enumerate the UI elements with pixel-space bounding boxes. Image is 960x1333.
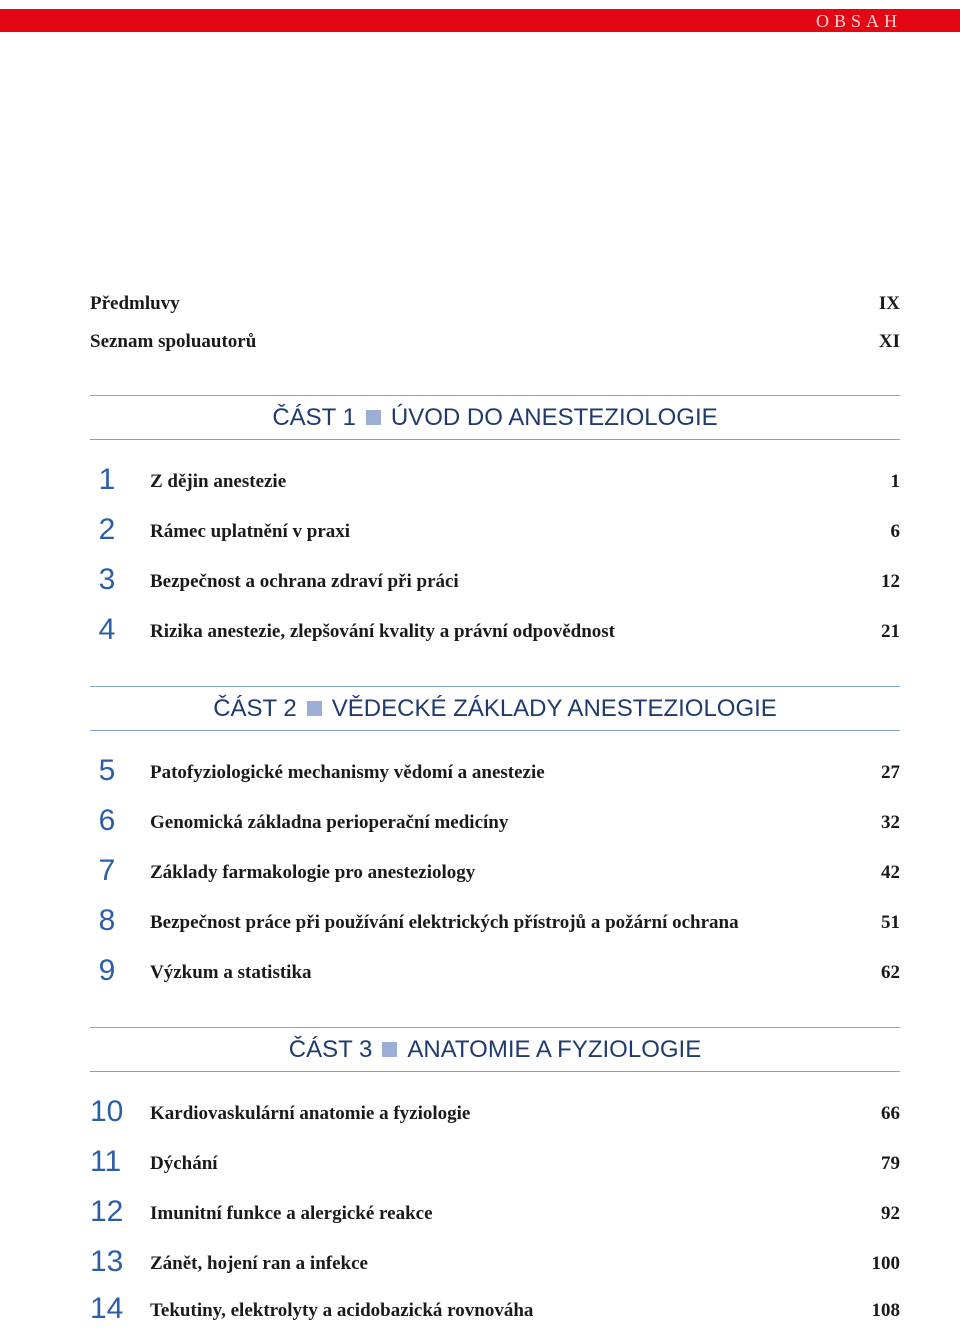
chapter-page: 42 xyxy=(881,862,900,883)
chapter-page: 32 xyxy=(881,812,900,833)
toc-front-item[interactable] xyxy=(90,289,900,319)
header-bar xyxy=(0,9,960,32)
chapter-page: 92 xyxy=(881,1203,900,1224)
chapter-number: 6 xyxy=(98,804,116,837)
toc-entry-page: XI xyxy=(878,331,900,352)
chapter-title: Imunitní funkce a alergické reakce xyxy=(150,1203,433,1224)
square-bullet-icon xyxy=(382,1042,397,1057)
chapter-number: 3 xyxy=(98,563,116,596)
chapter-page: 100 xyxy=(871,1253,900,1274)
chapter-page: 79 xyxy=(881,1153,900,1174)
chapter-page: 51 xyxy=(881,912,900,933)
part-3-heading xyxy=(90,1027,900,1072)
part-label: ČÁST 3 xyxy=(288,1036,373,1063)
part-2-heading xyxy=(90,686,900,731)
chapter-page: 27 xyxy=(881,762,900,783)
chapter-page: 12 xyxy=(881,571,900,592)
chapter-number: 4 xyxy=(98,613,116,646)
chapter-page: 21 xyxy=(881,621,900,642)
toc-chapter-row[interactable] xyxy=(90,510,900,550)
toc-chapter-row[interactable] xyxy=(90,1142,900,1182)
chapter-page: 66 xyxy=(881,1103,900,1124)
toc-entry-title: Seznam spoluautorů xyxy=(90,331,257,352)
chapter-page: 6 xyxy=(890,521,900,542)
chapter-title: Kardiovaskulární anatomie a fyziologie xyxy=(150,1103,471,1124)
part-title: VĚDECKÉ ZÁKLADY ANESTEZIOLOGIE xyxy=(331,695,777,722)
chapter-number: 8 xyxy=(98,904,116,937)
chapter-page: 108 xyxy=(871,1300,900,1321)
toc-chapter-row[interactable] xyxy=(90,1242,900,1282)
chapter-number: 5 xyxy=(98,754,116,787)
chapter-title: Rámec uplatnění v praxi xyxy=(150,521,351,542)
chapter-number: 13 xyxy=(90,1245,124,1278)
toc-chapter-row[interactable] xyxy=(90,610,900,650)
chapter-title: Patofyziologické mechanismy vědomí a anestezie xyxy=(150,762,545,783)
toc-chapter-row[interactable] xyxy=(90,1289,900,1329)
chapter-number: 7 xyxy=(98,854,116,887)
toc-chapter-row[interactable] xyxy=(90,951,900,991)
chapter-number: 11 xyxy=(90,1145,122,1178)
section-label: OBSAH xyxy=(815,11,902,31)
chapter-title: Rizika anestezie, zlepšování kvality a právní odpovědnost xyxy=(150,621,615,642)
toc-chapter-row[interactable] xyxy=(90,1092,900,1132)
toc-chapter-row[interactable] xyxy=(90,901,900,941)
chapter-title: Z dějin anestezie xyxy=(150,471,287,492)
chapter-title: Bezpečnost a ochrana zdraví při práci xyxy=(150,571,459,592)
part-label: ČÁST 2 xyxy=(213,695,297,722)
chapter-title: Bezpečnost práce při používání elektrických přístrojů a požární ochrana xyxy=(150,912,739,933)
chapter-title: Dýchání xyxy=(150,1153,218,1174)
chapter-page: 62 xyxy=(881,962,900,983)
part-title: ANATOMIE A FYZIOLOGIE xyxy=(407,1036,702,1063)
part-title: ÚVOD DO ANESTEZIOLOGIE xyxy=(390,404,718,431)
square-bullet-icon xyxy=(366,410,381,425)
toc-entry-page: IX xyxy=(878,293,900,314)
toc-chapter-row[interactable] xyxy=(90,751,900,791)
chapter-number: 10 xyxy=(90,1095,124,1128)
toc-chapter-row[interactable] xyxy=(90,460,900,500)
toc-front-item[interactable] xyxy=(90,327,900,357)
toc-chapter-row[interactable] xyxy=(90,801,900,841)
toc-chapter-row[interactable] xyxy=(90,560,900,600)
chapter-title: Zánět, hojení ran a infekce xyxy=(150,1253,368,1274)
part-1-heading xyxy=(90,395,900,440)
part-label: ČÁST 1 xyxy=(272,404,356,431)
chapter-title: Genomická základna perioperační medicíny xyxy=(150,812,509,833)
chapter-title: Tekutiny, elektrolyty a acidobazická rovnováha xyxy=(150,1300,534,1321)
chapter-title: Základy farmakologie pro anesteziology xyxy=(150,862,476,883)
toc-entry-title: Předmluvy xyxy=(90,293,180,314)
chapter-number: 12 xyxy=(90,1195,124,1228)
chapter-number: 14 xyxy=(90,1292,124,1325)
toc-chapter-row[interactable] xyxy=(90,851,900,891)
chapter-number: 9 xyxy=(98,954,116,987)
chapter-title: Výzkum a statistika xyxy=(150,962,312,983)
square-bullet-icon xyxy=(307,701,322,716)
chapter-page: 1 xyxy=(890,471,900,492)
toc-chapter-row[interactable] xyxy=(90,1192,900,1232)
chapter-number: 1 xyxy=(98,463,116,496)
chapter-number: 2 xyxy=(98,513,116,546)
